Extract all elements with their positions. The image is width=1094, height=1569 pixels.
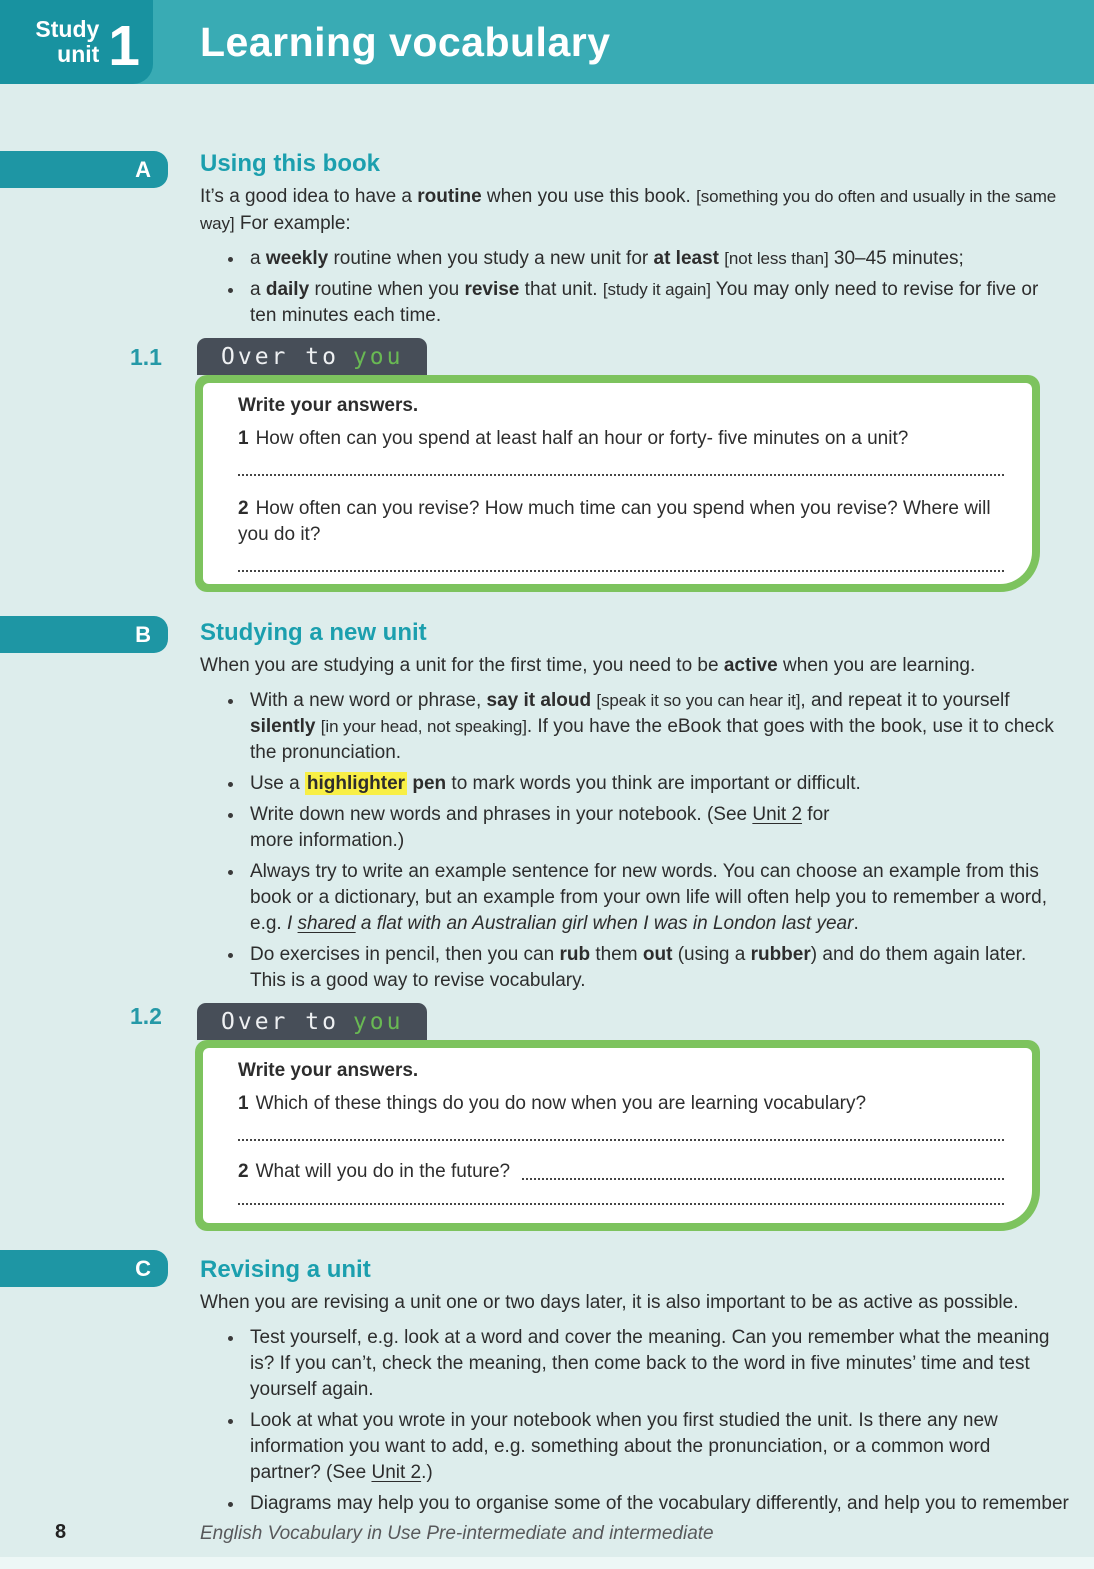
section-b-bullet-list [200, 688, 1065, 994]
section-b-heading: Studying a new unit [200, 619, 427, 646]
bullet-item [200, 771, 1065, 797]
section-c-bullet-list [200, 1325, 1069, 1517]
bullet-item [200, 277, 1065, 329]
bullet-text: Always try to write an example sentence for new words. You can choose an example from this book or a dictionary, but an example from your own life will often help you to remember a word, e.g. I shared a flat with an Australian girl when I was in London last year. [250, 861, 1047, 934]
question-number: 2 [238, 498, 249, 519]
bullet-item [200, 246, 1065, 272]
over-to-you-you-label: you [352, 343, 404, 370]
bullet-text: a daily routine when you revise that unit. [study it again] You may only need to revise for five or ten minutes each time. [250, 279, 1039, 326]
bullet-item [200, 859, 1065, 937]
section-c-intro: When you are revising a unit one or two days later, it is also important to be as active as possible. [200, 1292, 1019, 1313]
bullet-text: Diagrams may help you to organise some of the vocabulary differently, and help you to remember [250, 1493, 1069, 1514]
over-to-you-label: Over to [221, 1008, 339, 1035]
section-b-letter: B [135, 621, 151, 647]
question-text: What will you do in the future? [255, 1161, 511, 1182]
over-to-you-tab [197, 1003, 427, 1040]
answer-line-inline [522, 1178, 1004, 1180]
bullet-text: Look at what you wrote in your notebook when you first studied the unit. Is there any new information you want to add, e.g. something about the pronunciation, or a common word partner? (See Unit 2.) [250, 1410, 998, 1483]
bullet-item [200, 802, 1065, 854]
exercise-1-1 [195, 343, 1040, 592]
question-number: 1 [238, 1093, 249, 1114]
answer-line [238, 568, 1004, 572]
section-a-bullet-list [200, 246, 1065, 329]
page-bottom-edge [0, 1557, 1094, 1569]
section-a-tab [0, 151, 168, 188]
bullet-text: Do exercises in pencil, then you can rub them out (using a rubber) and do them again later. This is a good way to revise vocabulary. [250, 944, 1027, 991]
answer-box-inner [203, 1048, 1032, 1223]
study-label: Study [35, 16, 100, 42]
bullet-text: Use a highlighter pen to mark words you think are important or difficult. [250, 773, 861, 794]
header-band [0, 0, 1094, 84]
question-2 [238, 1159, 1004, 1185]
book-title: English Vocabulary in Use Pre-intermediate and intermediate [200, 1523, 714, 1544]
write-your-answers-label: Write your answers. [238, 1060, 419, 1081]
section-c-tab [0, 1250, 168, 1287]
unit-2-link[interactable]: Unit 2 [371, 1462, 422, 1483]
unit-number: 1 [108, 14, 140, 78]
answer-box-inner [203, 383, 1032, 584]
section-a-heading: Using this book [200, 150, 380, 177]
exercise-1-2-number: 1.2 [130, 1003, 162, 1029]
page-number: 8 [55, 1521, 67, 1543]
bullet-text: Test yourself, e.g. look at a word and cover the meaning. Can you remember what the meaning is? If you can’t, check the meaning, then come back to the word in five minutes’ time and test yourself again. [250, 1327, 1050, 1400]
write-your-answers-label: Write your answers. [238, 395, 419, 416]
answer-box [195, 1040, 1040, 1231]
over-to-you-label: Over to [221, 343, 339, 370]
question-number: 2 [238, 1161, 249, 1182]
page-title: Learning vocabulary [200, 19, 611, 65]
bullet-item [200, 1408, 1065, 1486]
study-unit-label [35, 17, 99, 67]
unit-2-link[interactable]: Unit 2 [752, 804, 803, 825]
section-b-intro: When you are studying a unit for the first time, you need to be active when you are learning. [200, 655, 976, 676]
bullet-item [200, 688, 1065, 766]
question-2 [238, 496, 1004, 548]
section-b-tab [0, 616, 168, 653]
exercise-1-2 [195, 1008, 1040, 1231]
bullet-text: With a new word or phrase, say it aloud [speak it so you can hear it], and repeat it to yourself silently [in your head, not speaking]. If you have the eBook that goes with the book, use it to check the pronunciation. [250, 690, 1054, 763]
over-to-you-tab [197, 338, 427, 375]
bullet-item [200, 1491, 1069, 1517]
bullet-text: Write down new words and phrases in your notebook. (See Unit 2 for more information.) [250, 804, 830, 851]
section-c-heading: Revising a unit [200, 1256, 371, 1283]
section-a-letter: A [135, 156, 151, 182]
answer-line [238, 472, 1004, 476]
question-1 [238, 1091, 1004, 1117]
bullet-item [200, 942, 1065, 994]
question-1 [238, 426, 1004, 452]
study-unit-badge [0, 0, 153, 84]
question-text: How often can you spend at least half an hour or forty- five minutes on a unit? [255, 428, 909, 449]
bullet-item [200, 1325, 1065, 1403]
answer-line [238, 1201, 1004, 1205]
bullet-text: a weekly routine when you study a new unit for at least [not less than] 30–45 minutes; [250, 248, 964, 269]
answer-box [195, 375, 1040, 592]
question-text: Which of these things do you do now when you are learning vocabulary? [255, 1093, 867, 1114]
question-text: How often can you revise? How much time can you spend when you revise? Where will you do it? [238, 498, 991, 545]
exercise-1-1-number: 1.1 [130, 344, 162, 370]
question-number: 1 [238, 428, 249, 449]
unit-label: unit [57, 41, 100, 67]
content-column [200, 83, 1069, 1517]
over-to-you-you-label: you [352, 1008, 404, 1035]
section-a-intro: It’s a good idea to have a routine when you use this book. [something you do often and usually in the same way] For example: [200, 186, 1057, 234]
section-c-letter: C [135, 1255, 151, 1281]
answer-line [238, 1137, 1004, 1141]
